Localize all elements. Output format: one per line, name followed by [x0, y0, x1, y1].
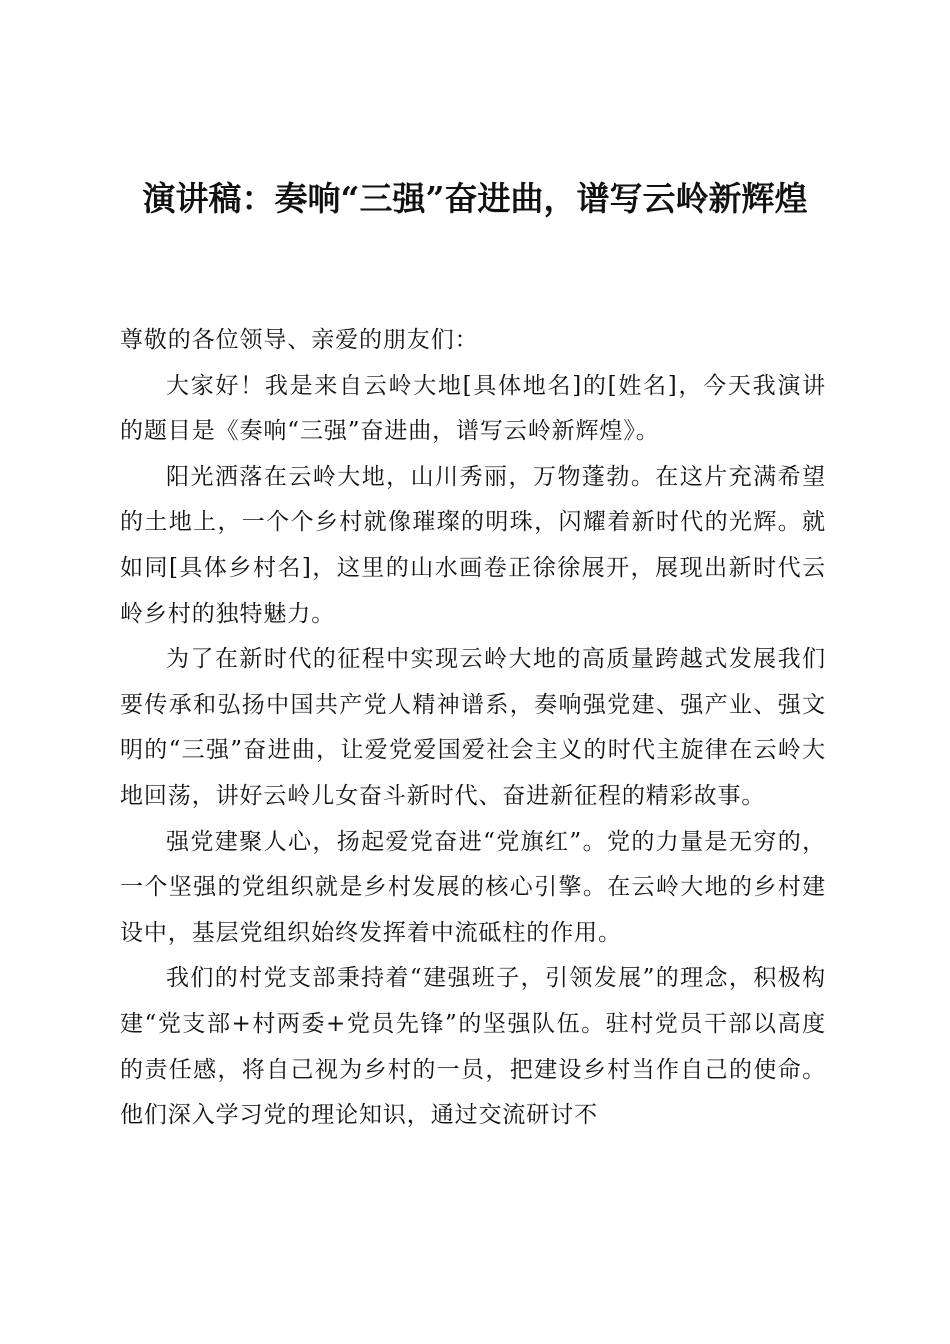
paragraph-party-building: 强党建聚人心，扬起爱党奋进“党旗红”。党的力量是无穷的，一个坚强的党组织就是乡村发展的核心引擎。在云岭大地的乡村建设中，基层党组织始终发挥着中流砥柱的作用。 — [120, 828, 826, 946]
paragraph-three-strengths: 为了在新时代的征程中实现云岭大地的高质量跨越式发展我们要传承和弘扬中国共产党人精神谱系，奏响强党建、强产业、强文明的“三强”奋进曲，让爱党爱国爱社会主义的时代主旋律在云岭大地回荡，讲好云岭儿女奋斗新时代、奋进新征程的精彩故事。 — [120, 646, 826, 809]
paragraph-scenery: 阳光洒落在云岭大地，山川秀丽，万物蓬勃。在这片充满希望的土地上，一个个乡村就像璀璨的明珠，闪耀着新时代的光辉。就如同[具体乡村名]，这里的山水画卷正徐徐展开，展现出新时代云岭乡村的独特魅力。 — [120, 463, 826, 627]
document-title: 演讲稿：奏响“三强”奋进曲，谱写云岭新辉煌 — [142, 179, 808, 218]
salutation: 尊敬的各位领导、亲爱的朋友们： — [120, 327, 479, 353]
paragraph-intro: 大家好！我是来自云岭大地[具体地名]的[姓名]，今天我演讲的题目是《奏响“三强”奋进曲，谱写云岭新辉煌》。 — [120, 372, 826, 445]
paragraph-village-branch: 我们的村党支部秉持着“建强班子，引领发展”的理念，积极构建“党支部+村两委+党员先锋”的坚强队伍。驻村党员干部以高度的责任感，将自己视为乡村的一员，把建设乡村当作自己的使命。他们深入学习党的理论知识，通过交流研讨不 — [120, 965, 826, 1129]
document-body — [120, 318, 826, 1139]
